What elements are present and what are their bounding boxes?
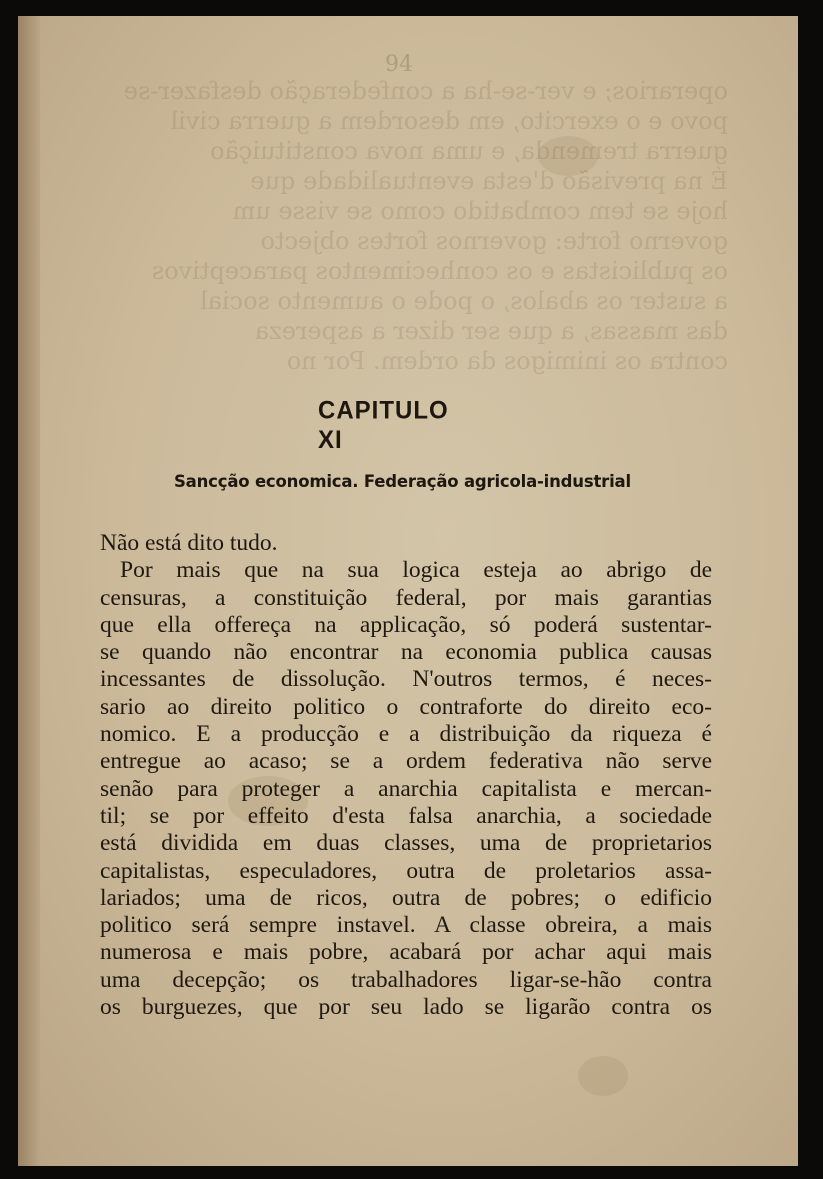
text-line: se quando não encontrar na economia publica causas: [100, 639, 712, 666]
text-line: senão para proteger a anarchia capitalista e mercan-: [100, 775, 712, 802]
text-line: sario ao direito politico o contraforte do direito eco-: [100, 693, 712, 720]
text-line: Por mais que na sua logica esteja ao abrigo de: [120, 557, 712, 584]
text-line: til; se por effeito d'esta falsa anarchia, a sociedade: [100, 802, 712, 829]
page-spine: [18, 16, 40, 1166]
text-line: numerosa e mais pobre, acabará por achar aqui mais: [100, 939, 712, 966]
text-line: Não está dito tudo.: [100, 530, 278, 556]
text-line: politico será sempre instavel. A classe obreira, a mais: [100, 912, 712, 939]
text-line: entregue ao acaso; se a ordem federativa não serve: [100, 748, 712, 775]
text-line: uma decepção; os trabalhadores ligar-se-hão contra: [100, 966, 712, 993]
text-line: os burguezes, que por seu lado se ligarão contra os: [100, 994, 712, 1021]
bleed-through-decoration: operarios; e ver-se-ha a confederação desfazer-se povo e o exercito, em desordem a guerra civil guerra tremenda, e uma nova constituição É na previsão d'esta eventualidade que hoje se tem combatido como se visse um governo forte: governos fortes objecto os publicistas e os conhecimentos paraceptivos a suster os abalos, o pode o aumento social das massas, a que ser dizer a aspereza contra os inimigos da ordem. Por no: [123, 77, 728, 375]
text-line: nomico. E a producção e a distribuição da riqueza é: [100, 721, 712, 748]
text-line: incessantes de dissolução. N'outros termos, é neces-: [100, 666, 712, 693]
chapter-subtitle: Sancção economica. Federação agricola-industrial: [174, 472, 631, 491]
page-number: 94: [385, 52, 413, 77]
body-text: [100, 530, 712, 1021]
text-line: censuras, a constituição federal, por mais garantias: [100, 584, 712, 611]
text-line: capitalistas, especuladores, outra de proletarios assa-: [100, 857, 712, 884]
text-line: está dividida em duas classes, uma de proprietarios: [100, 830, 712, 857]
text-line: que ella offereça na applicação, só poderá sustentar-: [100, 611, 712, 638]
chapter-title: CAPITULO XI: [318, 396, 449, 455]
text-line: lariados; uma de ricos, outra de pobres; o edificio: [100, 884, 712, 911]
paper-stain: [578, 1056, 628, 1096]
paper-stain: [538, 136, 598, 176]
